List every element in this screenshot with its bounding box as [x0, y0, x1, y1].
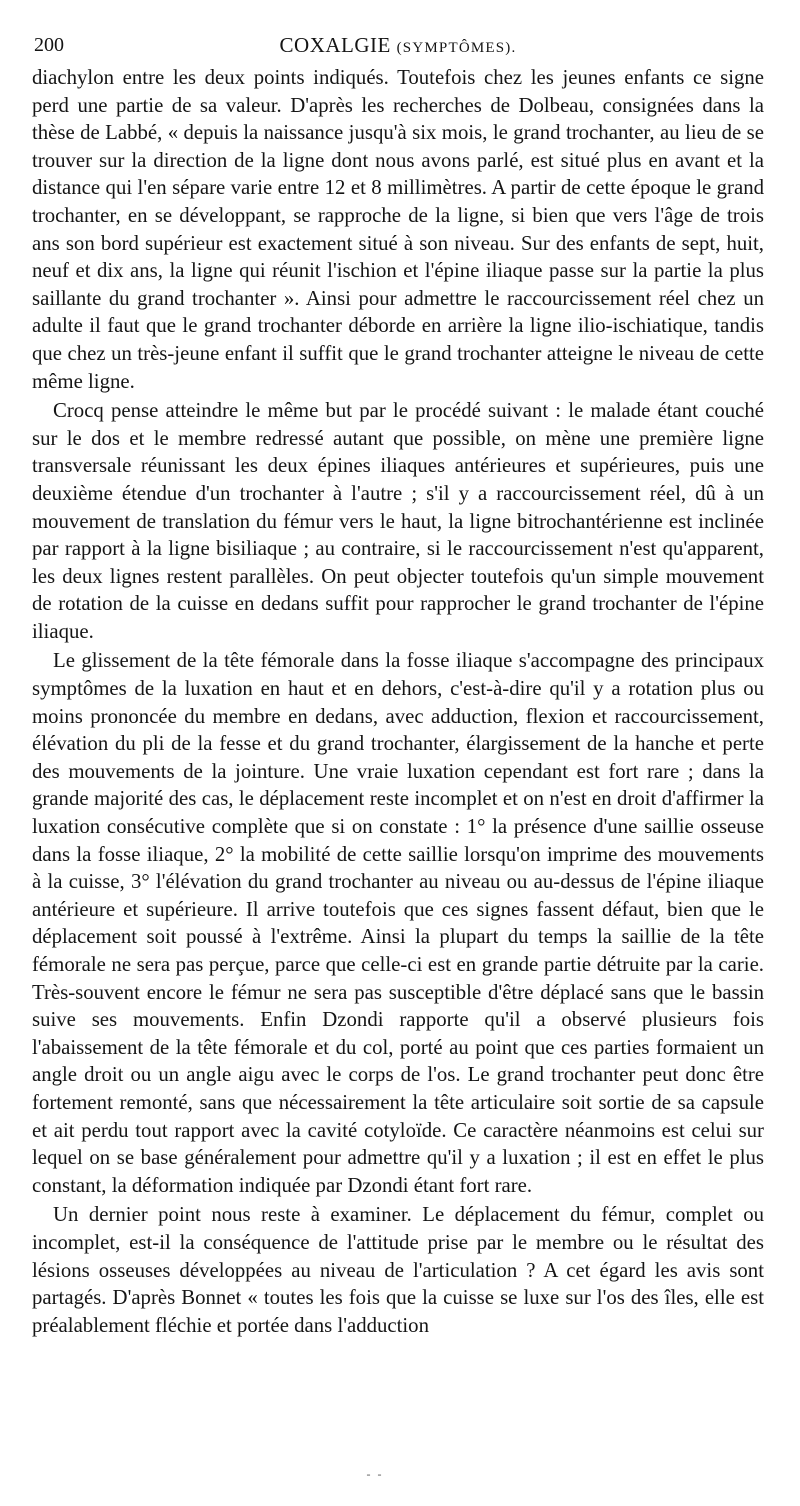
paragraph-dernier-point: Un dernier point nous reste à examiner. Le déplacement du fémur, complet ou incomplet, est-il la conséquence de l'attitude prise par le membre ou le résultat des lésions osseuses développées au niveau de l'articulation ? A cet égard les avis sont partagés. D'après Bonnet « toutes les fois que la cuisse se luxe sur l'os des îles, elle est préalablement fléchie et portée dans l'adduction: [32, 1203, 764, 1337]
paragraph-continuation: diachylon entre les deux points indiqués. Toutefois chez les jeunes enfants ce signe perd une partie de sa valeur. D'après les recherches de Dolbeau, consignées dans la thèse de Labbé, « depuis la naissance jusqu'à six mois, le grand trochanter, au lieu de se trouver sur la direction de la ligne dont nous avons parlé, est situé plus en avant et la distance qui l'en sépare varie entre 12 et 8 millimètres. A partir de cette époque le grand trochanter, en se développant, se rapproche de la ligne, si bien que vers l'âge de trois ans son bord supérieur est exactement situé à son niveau. Sur des enfants de sept, huit, neuf et dix ans, la ligne qui réunit l'ischion et l'épine iliaque passe sur la partie la plus saillante du grand trochanter ». Ainsi pour admettre le raccourcissement réel chez un adulte il faut que le grand trochanter déborde en arrière la ligne ilio-ischiatique, tandis que chez un très-jeune enfant il suffit que le grand trochanter atteigne le niveau de cette même ligne.: [32, 66, 764, 393]
page-number: 200: [34, 34, 64, 56]
paragraph-crocq-method: Crocq pense atteindre le même but par le procédé suivant : le malade étant couché sur le dos et le membre redressé autant que possible, on mène une première ligne transversale réunissant les deux épines iliaques antérieures et supérieures, puis une deuxième étendue d'un trochanter à l'autre ; s'il y a raccourcissement réel, dû à un mouvement de translation du fémur vers le haut, la ligne bitrochantérienne est inclinée par rapport à la ligne bisiliaque ; au contraire, si le raccourcissement n'est qu'apparent, les deux lignes restent parallèles. On peut objecter toutefois qu'un simple mouvement de rotation de la cuisse en dedans suffit pour rapprocher le grand trochanter de l'épine iliaque.: [32, 399, 764, 643]
paragraph-glissement: Le glissement de la tête fémorale dans la fosse iliaque s'accompagne des principaux symptômes de la luxation en haut et en dehors, c'est-à-dire qu'il y a rotation plus ou moins prononcée du membre en dedans, avec adduction, flexion et raccourcissement, élévation du pli de la fesse et du grand trochanter, élargissement de la hanche et perte des mouvements de la jointure. Une vraie luxation cependant est fort rare ; dans la grande majorité des cas, le déplacement reste incomplet et on n'est en droit d'affirmer la luxation consécutive complète que si on constate : 1° la présence d'une saillie osseuse dans la fosse iliaque, 2° la mobilité de cette saillie lorsqu'on imprime des mouvements à la cuisse, 3° l'élévation du grand trochanter au niveau ou au-dessus de l'épine iliaque antérieure et supérieure. Il arrive toutefois que ces signes fassent défaut, bien que le déplacement soit poussé à l'extrême. Ainsi la plupart du temps la saillie de la tête fémorale ne sera pas perçue, parce que celle-ci est en grande partie détruite par la carie. Très-souvent encore le fémur ne sera pas susceptible d'être déplacé sans que le bassin suive ses mouvements. Enfin Dzondi rapporte qu'il a observé plusieurs fois l'abaissement de la tête fémorale et du col, porté au point que ces parties formaient un angle droit ou un angle aigu avec le corps de l'os. Le grand trochanter peut donc être fortement remonté, sans que nécessairement la tête articulaire soit sortie de sa capsule et ait perdu tout rapport avec la cavité cotyloïde. Ce caractère néanmoins est celui sur lequel on se base généralement pour admettre qu'il y a luxation ; il est en effet le plus constant, la déformation indiquée par Dzondi étant fort rare.: [32, 649, 764, 1197]
running-title: [32, 28, 764, 65]
body-text: [32, 64, 764, 1339]
running-title-subtitle: (SYMPTÔMES).: [396, 40, 517, 56]
page-header: [32, 28, 764, 62]
footer-mark: - -: [366, 1467, 384, 1481]
running-title-main: COXALGIE: [279, 33, 391, 57]
book-page: [32, 28, 764, 1339]
